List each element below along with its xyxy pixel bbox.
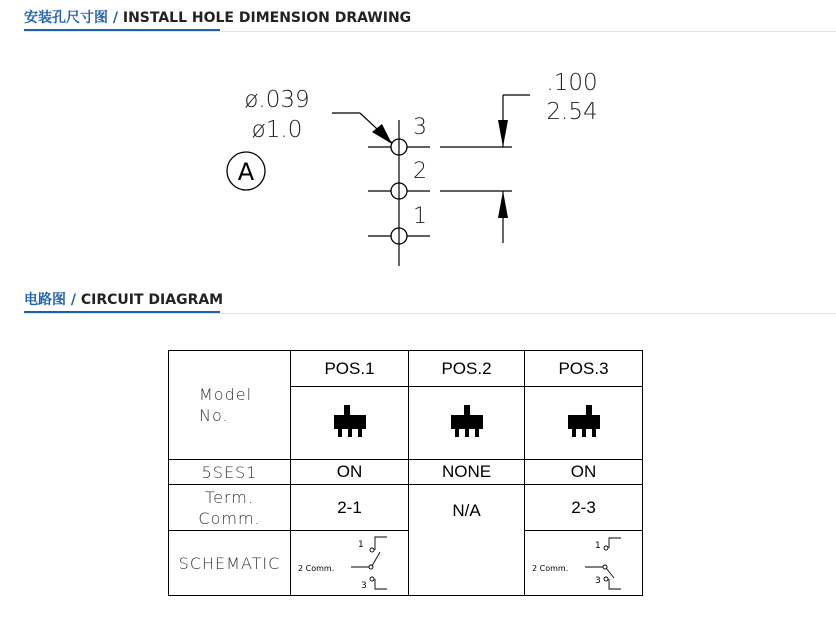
- install-section-divider: [24, 31, 836, 32]
- table-row: [169, 485, 643, 531]
- pos1-switch-cell: [291, 387, 409, 460]
- model-header-line1: Model: [199, 385, 253, 404]
- pos2-term-na: N/A: [409, 485, 525, 596]
- install-title-en: INSTALL HOLE DIMENSION DRAWING: [122, 10, 412, 26]
- slide-switch-pos2-icon: [447, 403, 487, 443]
- install-title-separator: /: [108, 10, 123, 26]
- schematic-pos1-pin3: 3: [361, 581, 367, 591]
- comm-label: Comm.: [198, 508, 261, 528]
- schematic-pos3-pin1: 1: [595, 541, 601, 551]
- pos2-header: POS.2: [409, 351, 525, 387]
- dimension-arrow-up: [498, 191, 508, 218]
- model-header-cell: [169, 351, 291, 460]
- model-name-cell: 5SES1: [169, 460, 291, 485]
- schematic-label: SCHEMATIC: [169, 531, 291, 596]
- schematic-pos1-pin1: 1: [358, 540, 364, 550]
- pos3-term: 2-3: [525, 485, 643, 531]
- circuit-title-en: CIRCUIT DIAGRAM: [80, 292, 224, 308]
- circuit-title-separator: /: [66, 292, 81, 308]
- view-a-label: A: [237, 158, 255, 186]
- hole-2-number: 2: [413, 159, 427, 184]
- circuit-table: [168, 350, 643, 596]
- pos2-switch-cell: [409, 387, 525, 460]
- diameter-inch-label: ø.039: [244, 87, 310, 113]
- schematic-pos3-diagram: [525, 531, 642, 595]
- pos3-switch-cell: [525, 387, 643, 460]
- pitch-inch-label: .100: [546, 70, 598, 96]
- pos3-header: POS.3: [525, 351, 643, 387]
- term-label: Term.: [205, 487, 254, 507]
- table-row: [169, 531, 643, 596]
- schematic-pos3-pin3: 3: [595, 576, 601, 586]
- term-comm-label-cell: [169, 485, 291, 531]
- install-title-cn: 安装孔尺寸图: [24, 10, 108, 26]
- hole-1-number: 1: [413, 204, 427, 229]
- circuit-section-divider: [24, 313, 836, 314]
- install-hole-drawing: [0, 40, 836, 280]
- pos2-state: NONE: [409, 460, 525, 485]
- pos1-state: ON: [291, 460, 409, 485]
- pos3-schematic-cell: [525, 531, 643, 596]
- schematic-pos1-comm: 2 Comm.: [298, 564, 335, 573]
- pos1-term: 2-1: [291, 485, 409, 531]
- slide-switch-pos1-icon: [330, 403, 370, 443]
- diameter-mm-label: ø1.0: [251, 117, 303, 143]
- dimension-arrow-down: [498, 120, 508, 147]
- pos3-state: ON: [525, 460, 643, 485]
- schematic-pos3-comm: 2 Comm.: [532, 564, 569, 573]
- schematic-pos1-diagram: [291, 531, 408, 595]
- pos1-schematic-cell: [291, 531, 409, 596]
- slide-switch-pos3-icon: [564, 403, 604, 443]
- pos1-header: POS.1: [291, 351, 409, 387]
- table-row: [169, 351, 643, 387]
- circuit-title-cn: 电路图: [24, 292, 66, 308]
- model-header-line2: No.: [199, 406, 229, 425]
- pitch-mm-label: 2.54: [546, 99, 598, 125]
- table-row: [169, 460, 643, 485]
- hole-3-number: 3: [413, 115, 427, 140]
